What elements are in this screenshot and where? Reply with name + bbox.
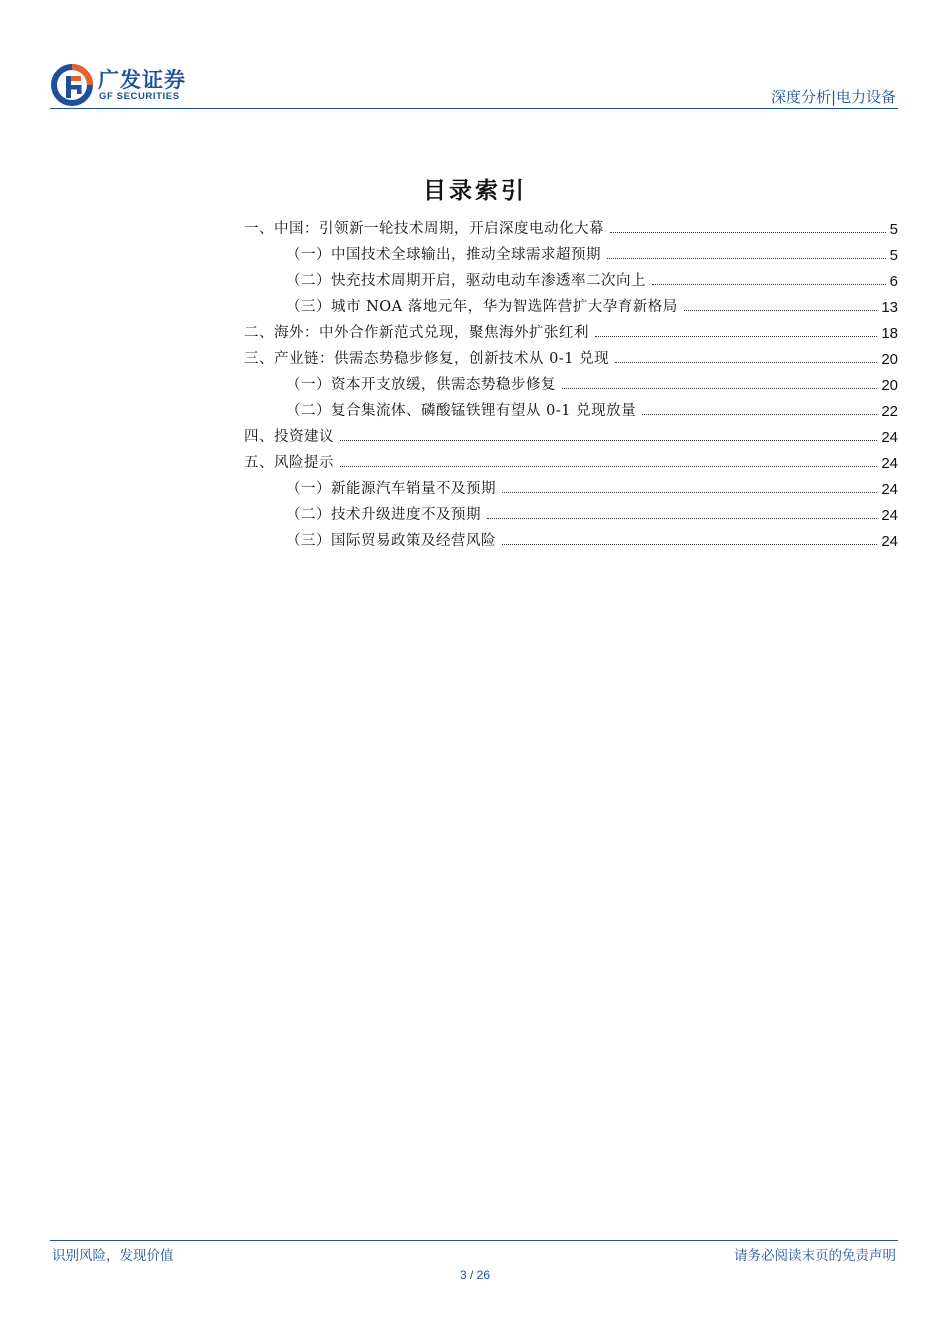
toc-entry-page: 13 bbox=[881, 299, 898, 316]
toc-leader-dots bbox=[615, 362, 877, 363]
toc-leader-dots bbox=[607, 258, 886, 259]
toc-entry[interactable] bbox=[244, 524, 898, 550]
toc-entry[interactable] bbox=[244, 212, 898, 238]
toc-entry-page: 24 bbox=[881, 507, 898, 524]
toc-entry-label: 三、产业链：供需态势稳步修复，创新技术从 0-1 兑现 bbox=[244, 351, 610, 367]
company-logo bbox=[50, 62, 210, 108]
toc-entry[interactable] bbox=[244, 238, 898, 264]
toc-entry-page: 24 bbox=[881, 429, 898, 446]
toc-entry-label: （一）中国技术全球输出，推动全球需求超预期 bbox=[286, 247, 601, 263]
toc-entry-label: 四、投资建议 bbox=[244, 429, 334, 445]
toc-title: 目录索引 bbox=[423, 177, 527, 204]
toc-entry[interactable] bbox=[244, 264, 898, 290]
toc-leader-dots bbox=[595, 336, 877, 337]
footer-disclaimer: 请务必阅读末页的免责声明 bbox=[734, 1248, 896, 1264]
toc-entry[interactable] bbox=[244, 498, 898, 524]
toc-leader-dots bbox=[642, 414, 877, 415]
logo-name-en: GF SECURITIES bbox=[99, 91, 180, 102]
toc-entry[interactable] bbox=[244, 368, 898, 394]
toc-entry[interactable] bbox=[244, 342, 898, 368]
logo-name-cn: 广发证券 bbox=[98, 68, 186, 92]
toc-leader-dots bbox=[610, 232, 886, 233]
toc-entry-label: （二）技术升级进度不及预期 bbox=[286, 507, 481, 523]
toc-entry[interactable] bbox=[244, 394, 898, 420]
toc-entry-page: 18 bbox=[881, 325, 898, 342]
toc-leader-dots bbox=[340, 440, 877, 441]
header-divider bbox=[50, 108, 898, 109]
footer-divider bbox=[50, 1240, 898, 1241]
toc-leader-dots bbox=[487, 518, 877, 519]
toc-leader-dots bbox=[502, 544, 877, 545]
toc-entry-page: 24 bbox=[881, 533, 898, 550]
toc-entry-page: 20 bbox=[881, 351, 898, 368]
page-number: 3 / 26 bbox=[459, 1268, 491, 1282]
toc-entry-label: （二）复合集流体、磷酸锰铁锂有望从 0-1 兑现放量 bbox=[286, 403, 637, 419]
toc-leader-dots bbox=[684, 310, 878, 311]
toc-entry-page: 5 bbox=[889, 247, 898, 264]
toc-leader-dots bbox=[340, 466, 877, 467]
toc-entry[interactable] bbox=[244, 420, 898, 446]
toc-leader-dots bbox=[652, 284, 886, 285]
toc-entry-label: 一、中国：引领新一轮技术周期，开启深度电动化大幕 bbox=[244, 221, 604, 237]
footer-slogan: 识别风险，发现价值 bbox=[52, 1248, 174, 1264]
toc-entry-label: 二、海外：中外合作新范式兑现，聚焦海外扩张红利 bbox=[244, 325, 589, 341]
toc-entry[interactable] bbox=[244, 290, 898, 316]
toc-entry-label: 五、风险提示 bbox=[244, 455, 334, 471]
toc-entry-label: （一）资本开支放缓，供需态势稳步修复 bbox=[286, 377, 556, 393]
toc-entry[interactable] bbox=[244, 446, 898, 472]
toc-entry[interactable] bbox=[244, 472, 898, 498]
toc-entry-page: 22 bbox=[881, 403, 898, 420]
toc-leader-dots bbox=[502, 492, 877, 493]
toc-entry-page: 24 bbox=[881, 455, 898, 472]
toc-entry-label: （三）城市 NOA 落地元年，华为智选阵营扩大孕育新格局 bbox=[286, 299, 678, 315]
toc-entry-page: 5 bbox=[889, 221, 898, 238]
toc-entry-page: 20 bbox=[881, 377, 898, 394]
toc-entry-page: 6 bbox=[889, 273, 898, 290]
gf-logo-icon bbox=[50, 62, 94, 108]
table-of-contents bbox=[244, 212, 898, 550]
toc-entry-label: （一）新能源汽车销量不及预期 bbox=[286, 481, 496, 497]
toc-entry-page: 24 bbox=[881, 481, 898, 498]
toc-leader-dots bbox=[562, 388, 877, 389]
toc-entry-label: （三）国际贸易政策及经营风险 bbox=[286, 533, 496, 549]
toc-entry-label: （二）快充技术周期开启，驱动电动车渗透率二次向上 bbox=[286, 273, 646, 289]
toc-entry[interactable] bbox=[244, 316, 898, 342]
report-category: 深度分析|电力设备 bbox=[770, 88, 896, 106]
